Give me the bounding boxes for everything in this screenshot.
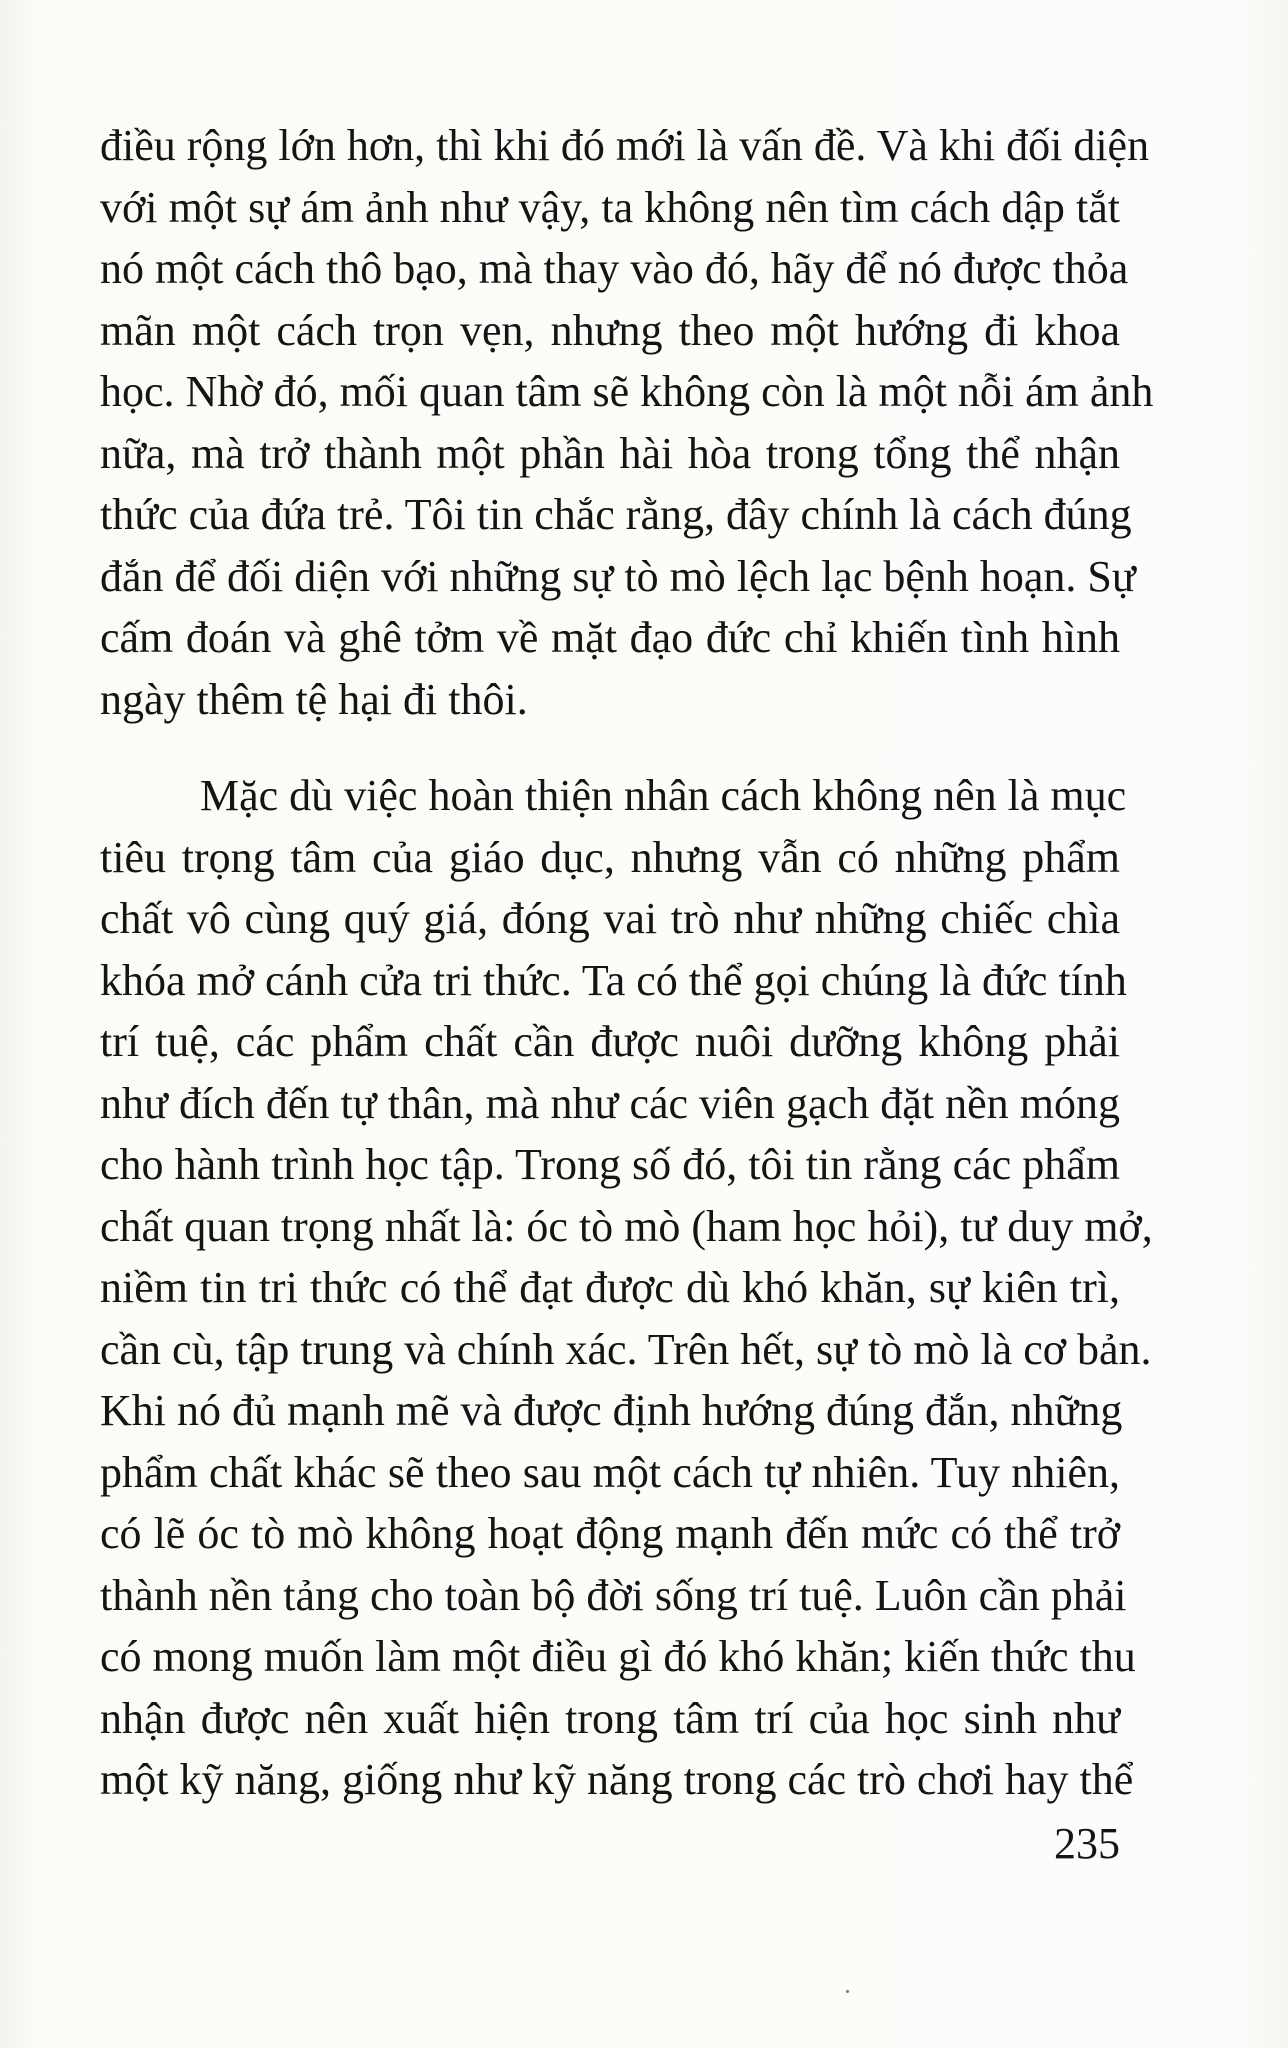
text-line: cần cù, tập trung và chính xác. Trên hết, sự tò mò là cơ bản. [100,1324,1152,1374]
page-number: 235 [1054,1819,1120,1868]
paragraph-1 [100,115,1154,730]
text-line: trí tuệ, các phẩm chất cần được nuôi dưỡng không phải [100,1017,1120,1066]
text-line: nó một cách thô bạo, mà thay vào đó, hãy để nó được thỏa [100,244,1129,293]
text-line: khóa mở cánh cửa tri thức. Ta có thể gọi chúng là đức tính [100,955,1127,1005]
text-line: cấm đoán và ghê tởm về mặt đạo đức chỉ khiến tình hình [100,613,1120,662]
text-line: nữa, mà trở thành một phần hài hòa trong tổng thể nhận [100,428,1120,478]
text-line: học. Nhờ đó, mối quan tâm sẽ không còn là một nỗi ám ảnh [100,367,1154,416]
text-line: chất vô cùng quý giá, đóng vai trò như những chiếc chìa [100,894,1120,943]
text-line: có mong muốn làm một điều gì đó khó khăn; kiến thức thu [100,1632,1136,1681]
text-line: thành nền tảng cho toàn bộ đời sống trí tuệ. Luôn cần phải [100,1570,1127,1620]
text-line: như đích đến tự thân, mà như các viên gạch đặt nền móng [100,1078,1120,1128]
text-line: đắn để đối diện với những sự tò mò lệch lạc bệnh hoạn. Sự [100,551,1136,601]
text-line: với một sự ám ảnh như vậy, ta không nên tìm cách dập tắt [100,182,1120,232]
text-line: nhận được nên xuất hiện trong tâm trí của học sinh như [100,1693,1120,1743]
text-line: điều rộng lớn hơn, thì khi đó mới là vấn đề. Và khi đối diện [100,121,1150,170]
text-line: một kỹ năng, giống như kỹ năng trong các trò chơi hay thể [100,1755,1134,1804]
print-speck [846,1990,849,1993]
text-line: ngày thêm tệ hại đi thôi. [100,674,528,724]
paragraph-2 [100,765,1153,1811]
text-line: mãn một cách trọn vẹn, nhưng theo một hướng đi khoa [100,305,1120,355]
text-line: có lẽ óc tò mò không hoạt động mạnh đến mức có thể trở [100,1509,1120,1558]
text-line: Mặc dù việc hoàn thiện nhân cách không nên là mục [200,771,1127,820]
text-line: tiêu trọng tâm của giáo dục, nhưng vẫn có những phẩm [100,832,1120,882]
text-line: cho hành trình học tập. Trong số đó, tôi tin rằng các phẩm [100,1140,1120,1189]
text-line: chất quan trọng nhất là: óc tò mò (ham học hỏi), tư duy mở, [100,1201,1153,1251]
text-line: phẩm chất khác sẽ theo sau một cách tự nhiên. Tuy nhiên, [100,1447,1120,1497]
text-line: niềm tin tri thức có thể đạt được dù khó khăn, sự kiên trì, [100,1263,1120,1312]
text-line: Khi nó đủ mạnh mẽ và được định hướng đúng đắn, những [100,1386,1123,1435]
text-line: thức của đứa trẻ. Tôi tin chắc rằng, đây chính là cách đúng [100,490,1132,539]
